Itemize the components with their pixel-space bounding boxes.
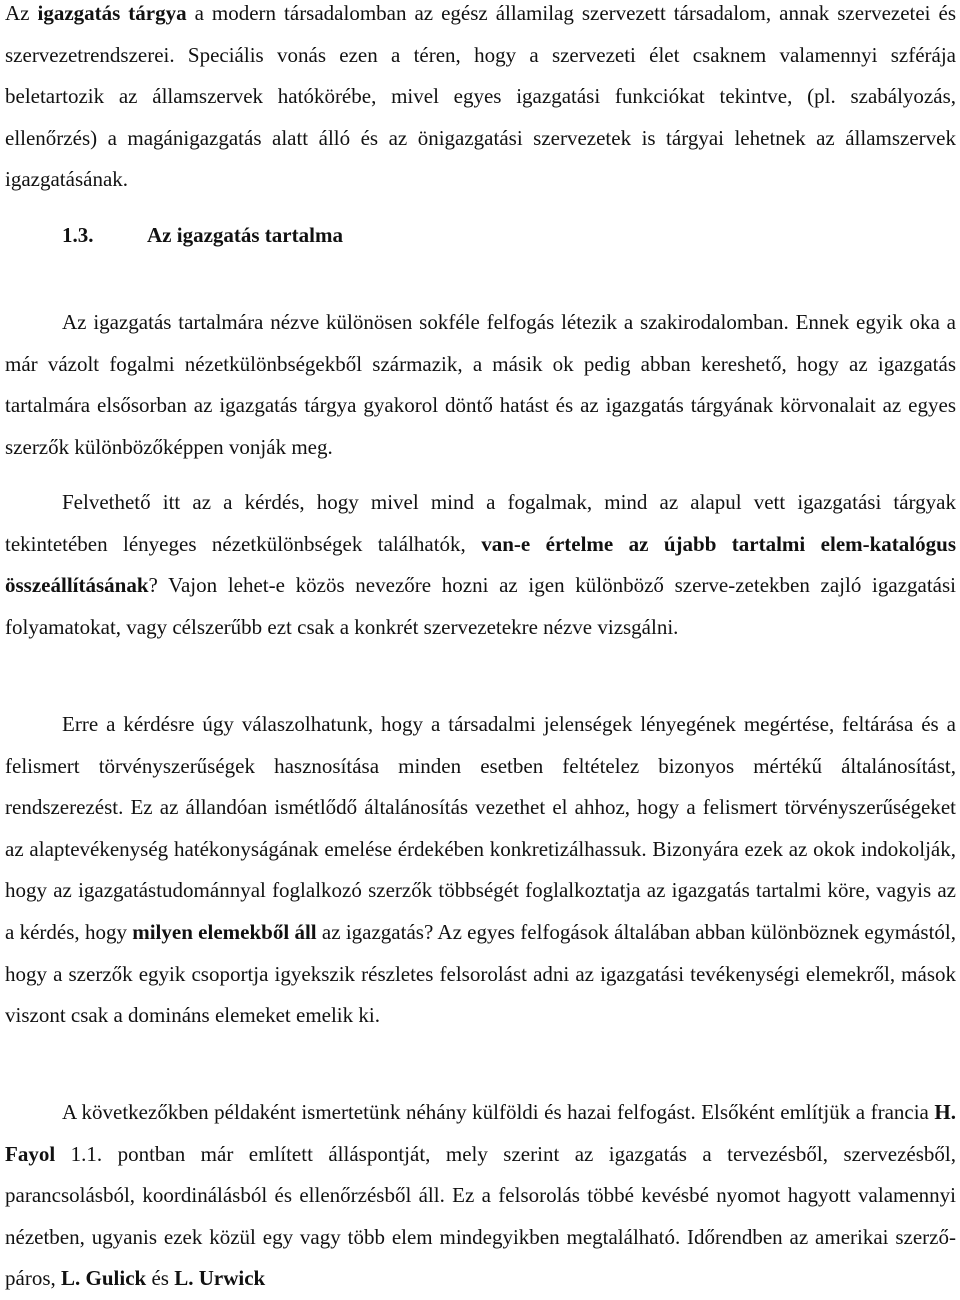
section-number: 1.3. (62, 223, 94, 247)
paragraph-5-text-2: 1.1. pontban már említett álláspontját, mely szerint az igazgatás a tervezésből, szervezésből, parancsolásból, koordinálásból és ellenőrzésből áll. Ez a felsorolás többé kevésbé nyomot hagyott valamennyi nézetben, ugyanis ezek közül egy vagy több elem mindegyikben megtalálható. Időrendben az amerikai szerző-páros, (5, 1141, 956, 1291)
paragraph-5-text-3: és (146, 1266, 175, 1291)
paragraph-3-text-2: ? Vajon lehet-e közös nevezőre hozni az igen különböző szerve-zetekben zajló igazgatási folyamatokat, vagy célszerűbb ezt csak a konkrét szervezetekre nézve vizsgálni. (5, 573, 956, 639)
paragraph-1-bold-1: igazgatás tárgya (37, 1, 187, 25)
paragraph-4-bold-1: milyen elemekből áll (132, 919, 317, 944)
paragraph-5-bold-2: L. Gulick (61, 1266, 147, 1291)
paragraph-1-text-1: Az (5, 1, 38, 25)
paragraph-4 (5, 704, 956, 1037)
paragraph-3 (5, 482, 956, 648)
paragraph-1-text-2: a modern társadalomban az egész államilag szervezett társadalom, annak szervezetei és szervezetrendszerei. Speciális vonás ezen a téren, hogy a szervezeti élet csaknem valamennyi szférája beletartozik az államszervek hatókörébe, mivel egyes igazgatási funkciókat tekintve, (pl. szabályozás, ellenőrzés) a magánigazgatás alatt álló és az önigazgatási szervezetek is tárgyai lehetnek az államszervek igazgatásának. (5, 1, 956, 192)
paragraph-1 (5, 0, 956, 201)
paragraph-5-text-1: A következőkben példaként ismertetünk néhány külföldi és hazai felfogást. Elsőként említjük a francia (62, 1100, 935, 1124)
paragraph-4-text-1: Erre a kérdésre úgy válaszolhatunk, hogy a társadalmi jelenségek lényegének megértése, feltárása és a felismert törvényszerűségek hasznosítása minden esetben feltételez bizonyos mértékű általánosítást, rendszerezést. Ez az állandóan ismétlődő általánosítás vezethet el ahhoz, hogy a felismert törvényszerűségeket az alaptevékenység hatékonyságának emelése érdekében konkretizálhassuk. Bizonyára ezek az okok indokolják, hogy az igazgatástudománnyal foglalkozó szerzők többségét foglalkoztatja az igazgatás tartalmi köre, vagyis az a kérdés, hogy (5, 712, 956, 944)
paragraph-2 (5, 302, 956, 468)
section-title: Az igazgatás tartalma (147, 223, 343, 247)
paragraph-3-text-1: Felvethető itt az a kérdés, hogy mivel mind a fogalmak, mind az alapul vett igazgatási tárgyak tekintetében lényeges nézetkülönbségek találhatók, (5, 490, 956, 556)
paragraph-3-bold-1: van-e értelme az újabb tartalmi elem-katalógus összeállításának (5, 531, 956, 598)
paragraph-5-bold-3: L. Urwick (174, 1266, 266, 1291)
section-heading (62, 218, 343, 252)
paragraph-2-text: Az igazgatás tartalmára nézve különösen sokféle felfogás létezik a szakirodalomban. Ennek egyik oka a már vázolt fogalmi nézetkülönbségekből származik, a másik ok pedig abban kereshető, hogy az igazgatás tartalmára elsősorban az igazgatás tárgya gyakorol döntő hatást és az igazgatás tárgyának körvonalait az egyes szerzők különbözőképpen vonják meg. (5, 310, 956, 459)
paragraph-5 (5, 1092, 956, 1300)
paragraph-5-bold-1: H. Fayol (5, 1100, 956, 1166)
paragraph-4-text-2: az igazgatás? Az egyes felfogások általában abban különböznek egymástól, hogy a szerzők egyik csoportja igyekszik részletes felsorolást adni az igazgatási tevékenységi elemekről, mások viszont csak a domináns elemeket emelik ki. (5, 919, 956, 1028)
